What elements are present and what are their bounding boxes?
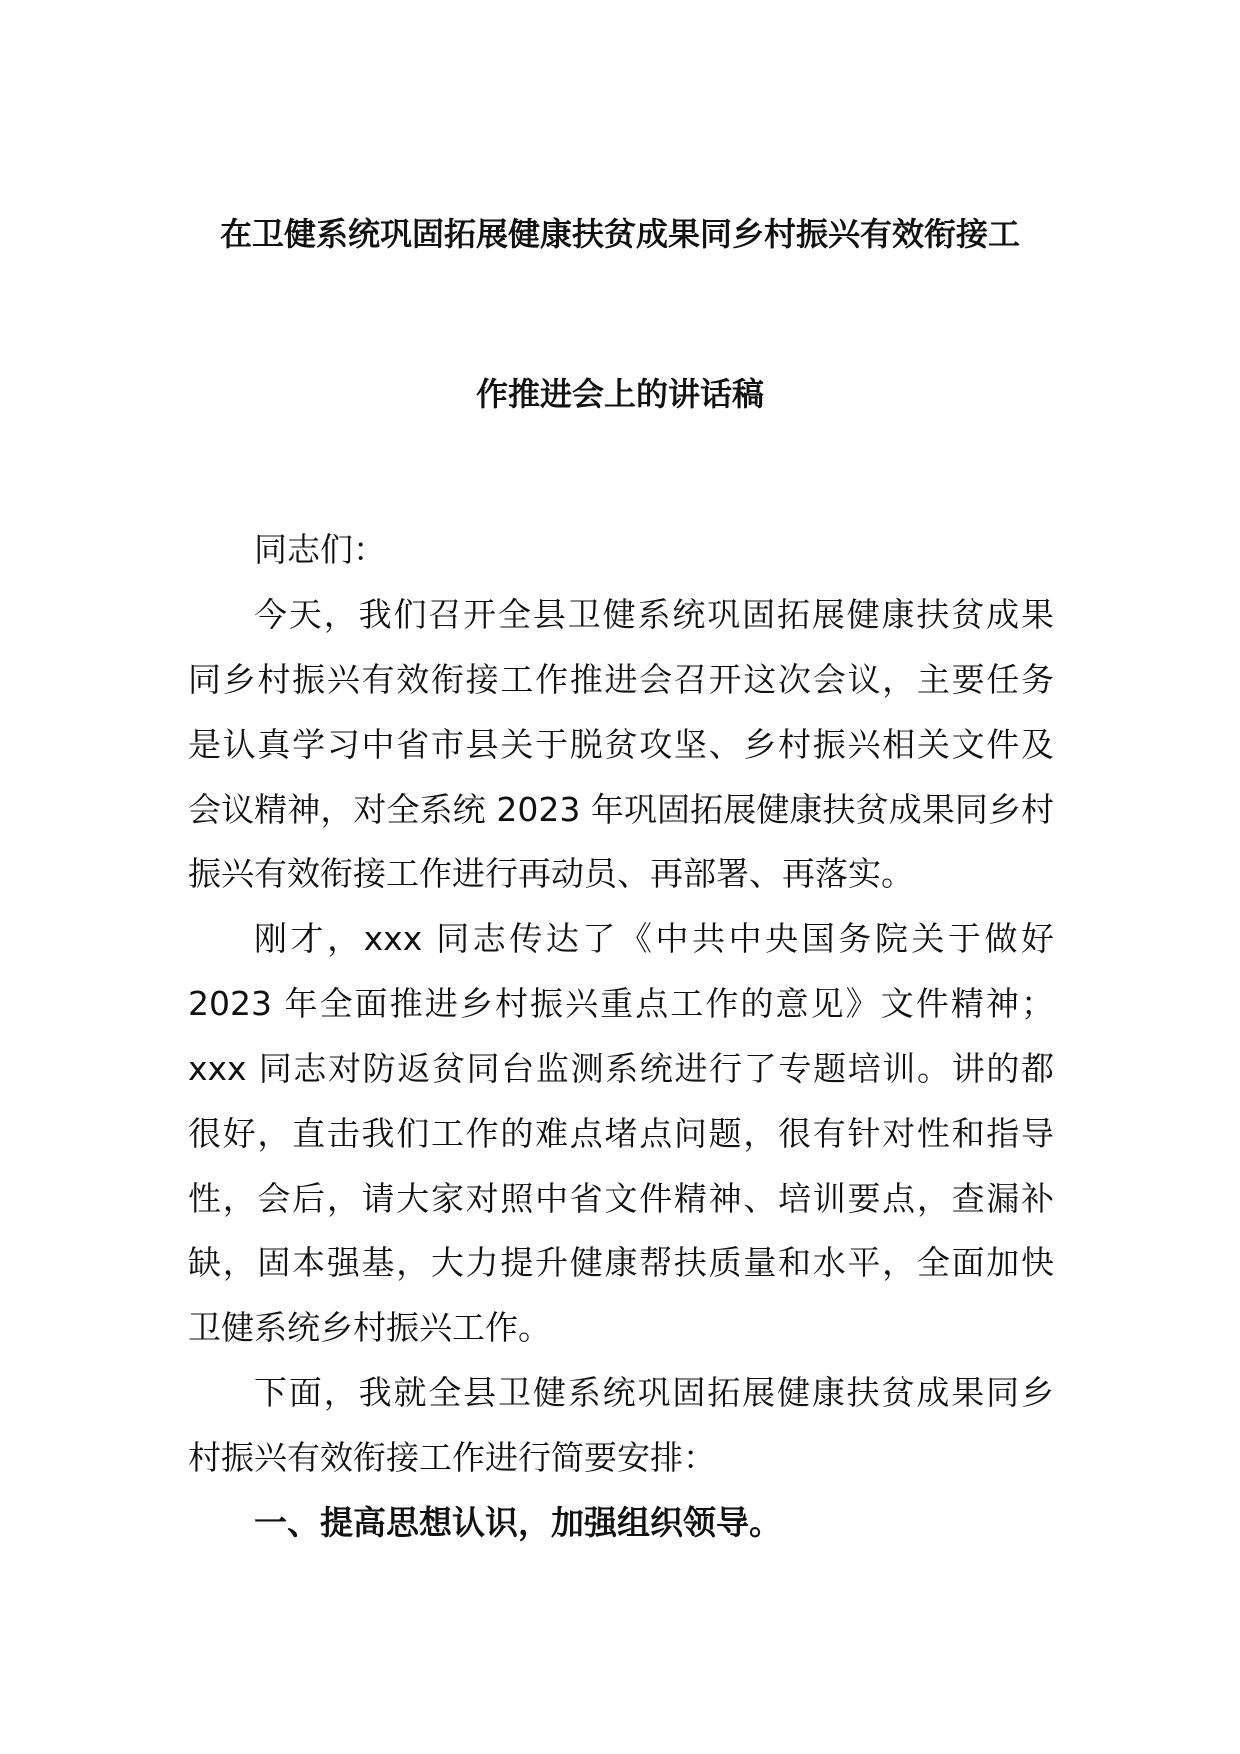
paragraph-2-line-3: xxx 同志对防返贫同台监测系统进行了专题培训。讲的都 (188, 1049, 1054, 1088)
paragraph-3-line-1: 下面，我就全县卫健系统巩固拓展健康扶贫成果同乡 (254, 1373, 1054, 1412)
paragraph-2-line-7: 卫健系统乡村振兴工作。 (188, 1308, 551, 1347)
document-title-line-1: 在卫健系统巩固拓展健康扶贫成果同乡村振兴有效衔接工 (219, 215, 1020, 253)
document-title-line-2: 作推进会上的讲话稿 (475, 375, 764, 413)
paragraph-2-line-5: 性，会后，请大家对照中省文件精神、培训要点，查漏补 (188, 1179, 1054, 1218)
section-heading: 一、提高思想认识，加强组织领导。 (254, 1503, 782, 1542)
paragraph-1-line-1: 今天，我们召开全县卫健系统巩固拓展健康扶贫成果 (254, 595, 1054, 634)
paragraph-1-line-2: 同乡村振兴有效衔接工作推进会召开这次会议，主要任务 (188, 660, 1054, 699)
paragraph-1-line-3: 是认真学习中省市县关于脱贫攻坚、乡村振兴相关文件及 (188, 725, 1054, 764)
paragraph-3-line-2: 村振兴有效衔接工作进行简要安排： (188, 1438, 716, 1477)
salutation: 同志们： (254, 530, 386, 569)
paragraph-2-line-2: 2023 年全面推进乡村振兴重点工作的意见》文件精神； (188, 984, 1054, 1023)
paragraph-2-line-4: 很好，直击我们工作的难点堵点问题，很有针对性和指导 (188, 1114, 1054, 1153)
paragraph-1-line-5: 振兴有效衔接工作进行再动员、再部署、再落实。 (188, 854, 914, 893)
paragraph-2-line-6: 缺，固本强基，大力提升健康帮扶质量和水平，全面加快 (188, 1243, 1054, 1282)
paragraph-2-line-1: 刚才，xxx 同志传达了《中共中央国务院关于做好 (254, 919, 1054, 958)
paragraph-1-line-4: 会议精神，对全系统 2023 年巩固拓展健康扶贫成果同乡村 (188, 790, 1054, 829)
